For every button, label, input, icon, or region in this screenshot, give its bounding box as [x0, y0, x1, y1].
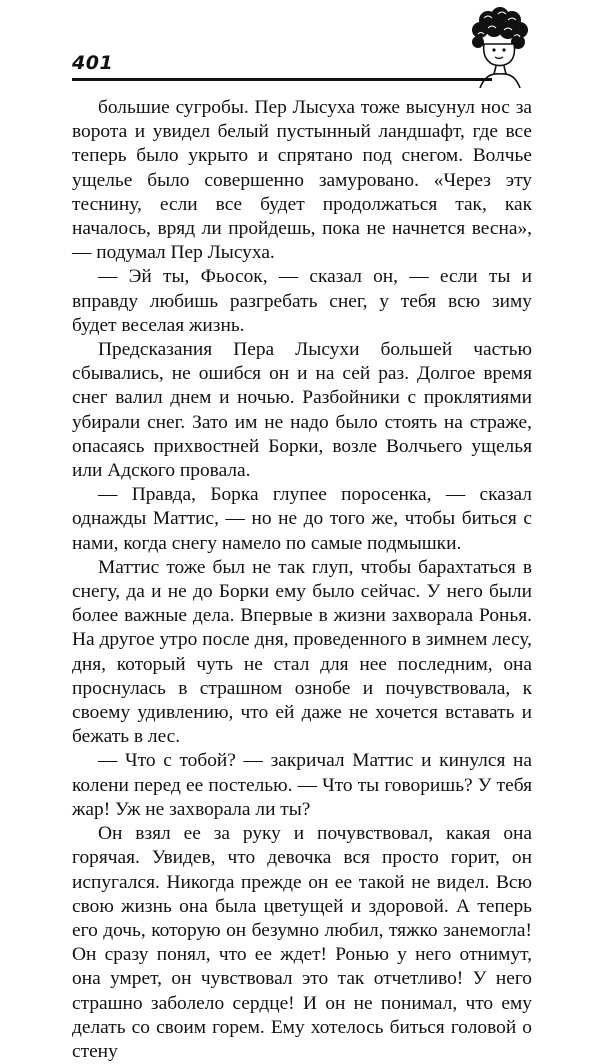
paragraph: — Что с тобой? — закричал Маттис и кинулся на колени перед ее постелью. — Что ты говоришь? У тебя жар! Уж не захворала ли ты? — [72, 750, 532, 820]
paragraph: — Эй ты, Фьосок, — сказал он, — если ты и вправду любишь разгребать снег, у тебя всю зиму будет веселая жизнь. — [72, 266, 532, 336]
paragraph: большие сугробы. Пер Лысуха тоже высунул нос за ворота и увидел белый пустынный ландшафт, где все теперь было укрыто и спрятано под снегом. Волчье ущелье было совершенно замуровано. «Через эту теснину, если все будет продолжаться так, как началось, вряд ли пройдешь, пока не начнется весна», — подумал Пер Лысуха. — [72, 97, 532, 264]
page-number: 401 — [72, 52, 114, 74]
curly-haired-child-icon — [458, 6, 532, 88]
paragraph: — Правда, Борка глупее поросенка, — сказал однажды Маттис, — но не до того же, чтобы биться с нами, когда снегу намело по самые подмышки. — [72, 484, 532, 554]
paragraph: Предсказания Пера Лысухи большей частью сбывались, не ошибся он и на сей раз. Долгое время снег валил днем и ночью. Разбойники с проклятиями убирали снег. Зато им не надо было стоять на страже, опасаясь прихвостней Борки, возле Волчьего ущелья или Адского провала. — [72, 339, 532, 482]
paragraph: Он взял ее за руку и почувствовал, какая она горячая. Увидев, что девочка вся просто горит, он испугался. Никогда прежде он ее такой не видел. Всю свою жизнь она была цветущей и здоровой. А теперь его дочь, которую он безумно любил, тяжко занемогла! Он сразу понял, что ее ждет! Ронью у него отнимут, она умрет, он чувствовал это так отчетливо! У него страшно заболело сердце! И он не понимал, что ему делать со своим горем. Ему хотелось биться головой о стену — [72, 823, 532, 1062]
body-text — [72, 96, 532, 1064]
header-rule — [72, 78, 492, 81]
paragraph: Маттис тоже был не так глуп, чтобы барахтаться в снегу, да и не до Борки ему было сейчас. У него были более важные дела. Впервые в жизни захворала Ронья. На другое утро после дня, проведенного в зимнем лесу, дня, который чуть не стал для нее последним, она проснулась в страшном ознобе и почувствовала, к своему удивлению, что ей даже не хочется вставать и бежать в лес. — [72, 556, 532, 748]
